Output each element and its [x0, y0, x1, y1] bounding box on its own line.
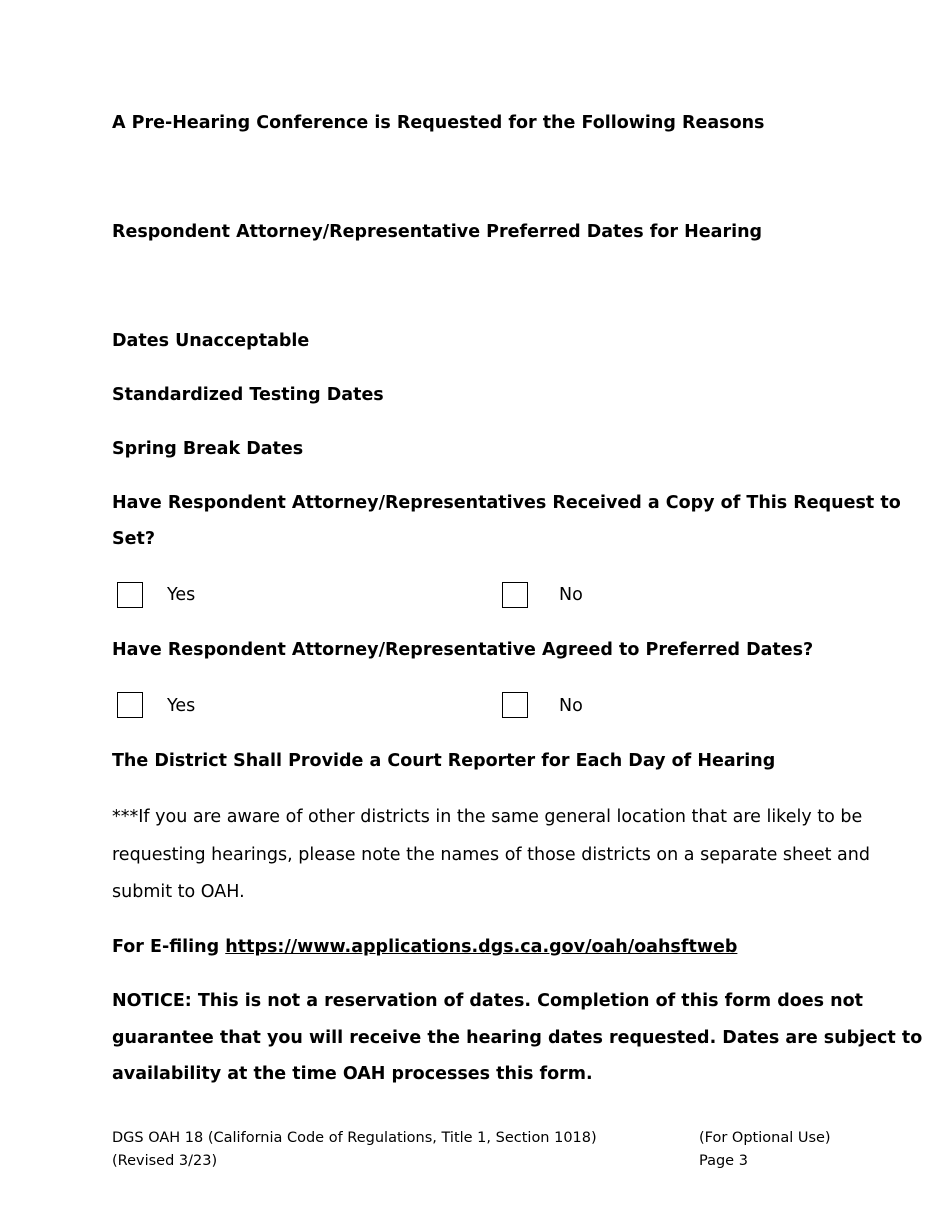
heading-court-reporter: The District Shall Provide a Court Reporter for Each Day of Hearing [112, 751, 776, 771]
agreed-dates-yes-label: Yes [167, 696, 196, 716]
question-agreed-dates: Have Respondent Attorney/Representative Agreed to Preferred Dates? [112, 640, 814, 660]
footer-revised: (Revised 3/23) [112, 1153, 218, 1169]
footer-optional-use: (For Optional Use) [699, 1130, 831, 1146]
note-line-1: ***If you are aware of other districts in the same general location that are likely to be [112, 807, 863, 827]
efiling-link[interactable]: https://www.applications.dgs.ca.gov/oah/oahsftweb [225, 937, 738, 957]
agreed-dates-no-label: No [559, 696, 583, 716]
question-copy-received-line2: Set? [112, 529, 155, 549]
heading-preferred-dates: Respondent Attorney/Representative Preferred Dates for Hearing [112, 222, 763, 242]
heading-spring-break-dates: Spring Break Dates [112, 439, 304, 459]
note-line-2: requesting hearings, please note the names of those districts on a separate sheet and [112, 845, 870, 865]
heading-dates-unacceptable: Dates Unacceptable [112, 331, 310, 351]
copy-received-yes-label: Yes [167, 585, 196, 605]
copy-received-no-checkbox[interactable] [502, 582, 528, 608]
heading-pre-hearing-conference: A Pre-Hearing Conference is Requested for the Following Reasons [112, 113, 765, 133]
efiling-line [112, 937, 737, 957]
notice-line-3: availability at the time OAH processes this form. [112, 1064, 593, 1084]
agreed-dates-no-checkbox[interactable] [502, 692, 528, 718]
copy-received-yes-checkbox[interactable] [117, 582, 143, 608]
notice-line-2: guarantee that you will receive the hearing dates requested. Dates are subject to [112, 1028, 923, 1048]
efiling-label: For E-filing [112, 937, 226, 957]
notice-line-1: NOTICE: This is not a reservation of dates. Completion of this form does not [112, 991, 863, 1011]
heading-standardized-testing-dates: Standardized Testing Dates [112, 385, 384, 405]
question-copy-received-line1: Have Respondent Attorney/Representatives Received a Copy of This Request to [112, 493, 901, 513]
note-line-3: submit to OAH. [112, 882, 245, 902]
agreed-dates-yes-checkbox[interactable] [117, 692, 143, 718]
copy-received-no-label: No [559, 585, 583, 605]
footer-form-id: DGS OAH 18 (California Code of Regulations, Title 1, Section 1018) [112, 1130, 597, 1146]
footer-page-number: Page 3 [699, 1153, 748, 1169]
